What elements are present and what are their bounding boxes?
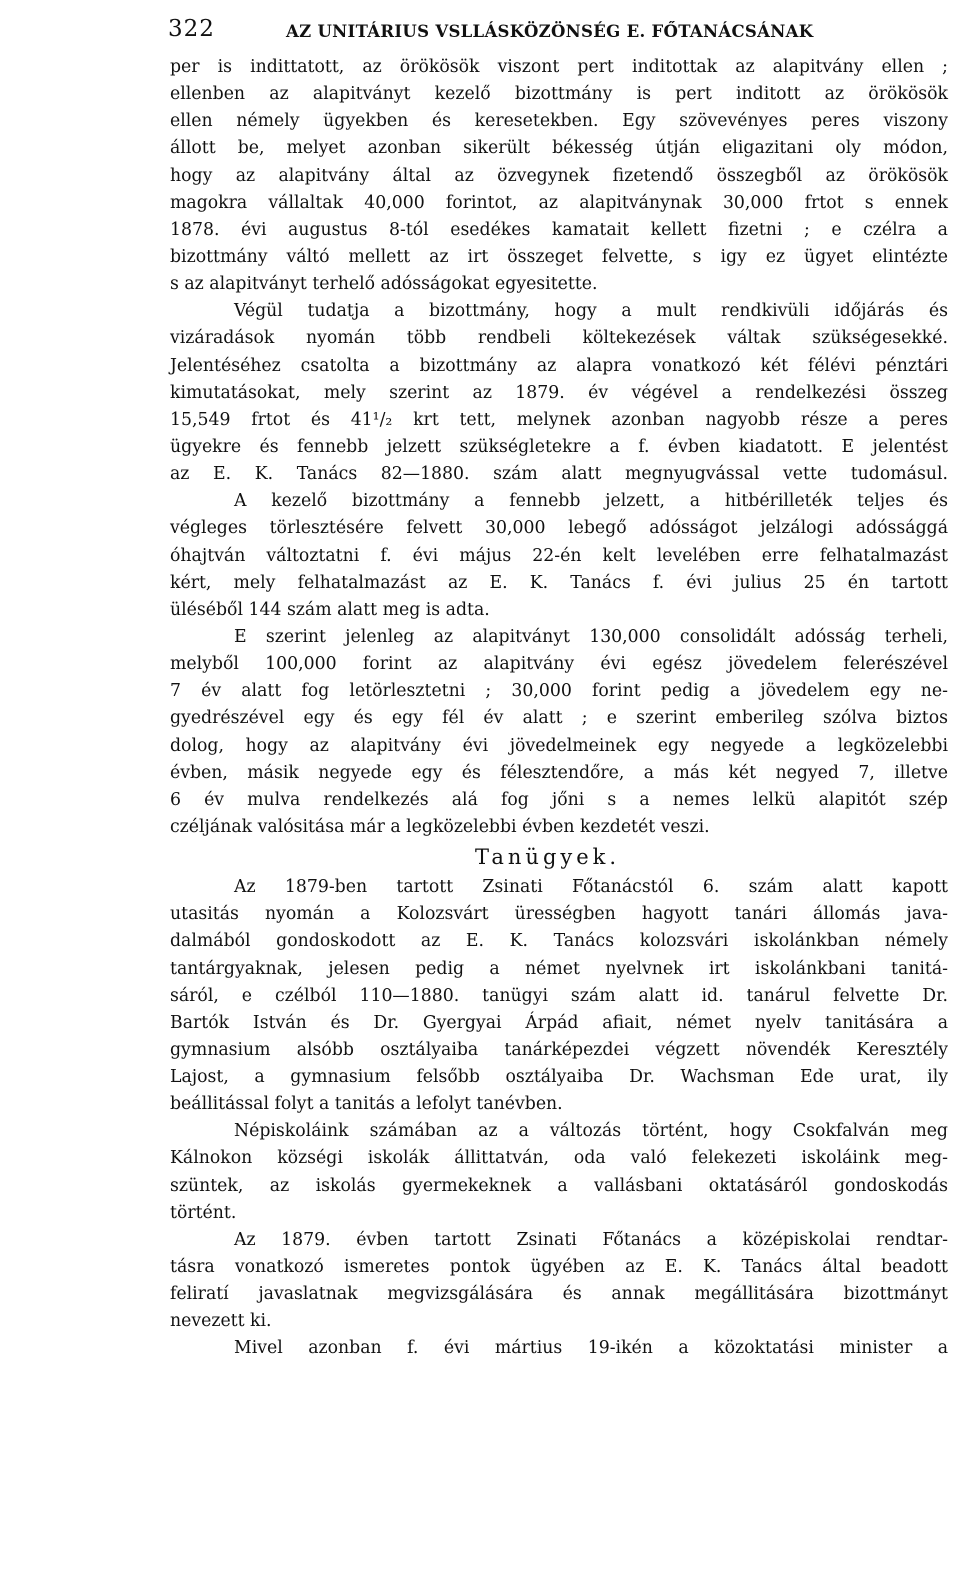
- text-line: óhajtván változtatni f. évi május 22-én kelt levelében erre felhatalmazást: [170, 545, 948, 566]
- text-line: történt.: [170, 1202, 237, 1223]
- text-line: czéljának valósitása már a legközelebbi évben kezdetét veszi.: [170, 816, 710, 837]
- page-header: [168, 12, 948, 54]
- text-line: E szerint jelenleg az alapitványt 130,000 consolidált adósság terheli,: [234, 626, 948, 647]
- text-line: állott be, melyet azonban sikerült békesség útján eligazitani oly módon,: [170, 138, 948, 159]
- text-line: beállitással folyt a tanitás a lefolyt tanévben.: [170, 1094, 563, 1115]
- text-line: 7 év alatt fog letörlesztetni ; 30,000 forint pedig a jövedelem egy ne-: [170, 681, 948, 702]
- text-line: per is indittatott, az örökösök viszont pert inditottak az alapitvány ellen ;: [170, 57, 948, 77]
- text-line: Lajost, a gymnasium felsőbb osztályaiba Dr. Wachsman Ede urat, ily: [170, 1067, 948, 1088]
- text-line: hogy az alapitvány által az özvegynek fizetendő összegből az örökösök: [170, 165, 948, 186]
- text-line: 6 év mulva rendelkezés alá fog jőni s a nemes lelkü alapitót szép: [170, 789, 948, 810]
- body-text-section: [170, 874, 948, 1363]
- running-head: AZ UNITÁRIUS VSLLÁSKÖZÖNSÉG E. FŐTANÁCSÁNAK: [286, 22, 814, 41]
- text-line: dolog, hogy az alapitvány évi jövedelmeinek egy negyede a legközelebbi: [170, 735, 948, 756]
- text-line: utasitás nyomán a Kolozsvárt ürességben hagyott tanári állomás java-: [170, 904, 948, 925]
- text-line: s az alapitványt terhelő adósságokat egyesitette.: [170, 274, 598, 295]
- text-line: kért, mely felhatalmazást az E. K. Tanács f. évi julius 25 én tartott: [170, 572, 948, 593]
- text-line: Végül tudatja a bizottmány, hogy a mult rendkivüli időjárás és: [234, 301, 948, 322]
- text-line: bizottmány váltó mellett az irt összeget felvette, s igy ez ügyet elintézte: [170, 246, 948, 267]
- text-line: üléséből 144 szám alatt meg is adta.: [170, 599, 490, 620]
- text-line: 15,549 frtot és 41¹/₂ krt tett, melynek azonban nagyobb része a peres: [170, 409, 948, 430]
- text-line: sáról, e czélból 110—1880. tanügyi szám alatt id. tanárul felvette Dr.: [170, 985, 948, 1006]
- text-line: szüntek, az iskolás gyermekeknek a vallásbani oktatásáról gondoskodás: [170, 1175, 948, 1196]
- text-line: Jelentéséhez csatolta a bizottmány az alapra vonatkozó két félévi pénztári: [170, 355, 948, 376]
- text-line: Kálnokon községi iskolák állittatván, oda való felekezeti iskoláink meg-: [170, 1148, 948, 1169]
- text-line: tantárgyaknak, jelesen pedig a német nyelvnek irt iskolánkbani tanitá-: [170, 958, 948, 979]
- text-line: végleges törlesztésére felvett 30,000 lebegő adósságot jelzálogi adóssággá: [170, 518, 948, 539]
- text-line: A kezelő bizottmány a fennebb jelzett, a hitbérilleték teljes és: [234, 491, 948, 512]
- text-line: 1878. évi augustus 8-tól esedékes kamatait kellett fizetni ; e czélra a: [170, 219, 948, 240]
- text-line: Népiskoláink számában az a változás történt, hogy Csokfalván meg: [234, 1121, 948, 1142]
- text-line: kimutatásokat, mely szerint az 1879. év végével a rendelkezési összeg: [170, 382, 948, 403]
- text-line: Az 1879. évben tartott Zsinati Főtanács a középiskolai rendtar-: [234, 1229, 948, 1250]
- section-heading: Tanügyek.: [475, 845, 621, 870]
- page-number: 322: [168, 16, 215, 42]
- text-line: feliratí javaslatnak megvizsgálására és annak megállitására bizottmányt: [170, 1284, 948, 1305]
- text-line: ügyekre és fennebb jelzett szükségletekre a f. évben kiadatott. E jelentést: [170, 436, 948, 457]
- text-line: gyedrészével egy és egy fél év alatt ; e szerint emberileg szólva biztos: [170, 708, 948, 729]
- text-line: Bartók István és Dr. Gyergyai Árpád afiait, német nyelv tanitására a: [170, 1012, 948, 1033]
- text-line: ellenben az alapitványt kezelő bizottmány is pert inditott az örökösök: [170, 84, 948, 105]
- text-line: dalmából gondoskodott az E. K. Tanács kolozsvári iskolánkban némely: [170, 931, 948, 952]
- text-line: évben, másik negyede egy és félesztendőre, a más két negyed 7, illetve: [170, 762, 948, 783]
- text-line: Az 1879-ben tartott Zsinati Főtanácstól 6. szám alatt kapott: [234, 877, 948, 898]
- text-line: Mivel azonban f. évi mártius 19-ikén a közoktatási minister a: [234, 1338, 948, 1359]
- text-line: nevezett ki.: [170, 1311, 272, 1332]
- text-line: ellen némely ügyekben és keresetekben. Egy szövevényes peres viszony: [170, 111, 948, 132]
- text-line: melyből 100,000 forint az alapitvány évi egész jövedelem felerészével: [170, 654, 948, 675]
- text-line: az E. K. Tanács 82—1880. szám alatt megnyugvással vette tudomásul.: [170, 464, 948, 485]
- document-page: [170, 12, 948, 1363]
- body-text: [170, 54, 948, 841]
- text-line: tásra vonatkozó ismeretes pontok ügyében az E. K. Tanács által beadott: [170, 1257, 948, 1278]
- text-line: magokra vállaltak 40,000 forintot, az alapitványnak 30,000 frtot s ennek: [170, 192, 948, 213]
- text-line: vizáradások nyomán több rendbeli költekezések váltak szükségesekké.: [170, 328, 948, 349]
- text-line: gymnasium alsóbb osztályaiba tanárképezdei végzett növendék Keresztély: [170, 1039, 948, 1060]
